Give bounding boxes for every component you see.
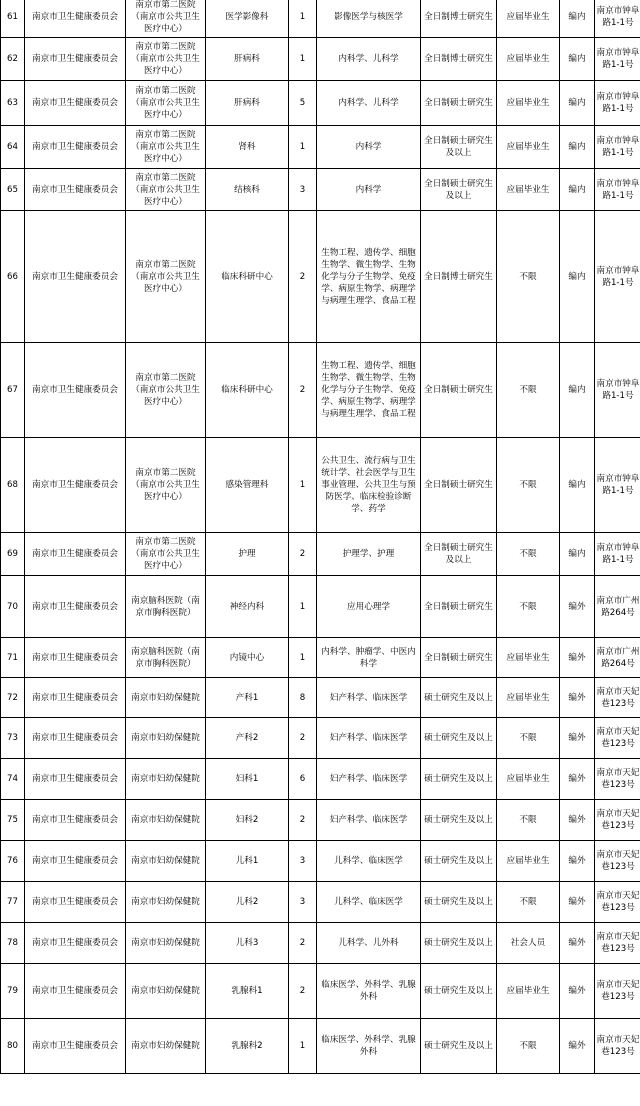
department-cell: 南京市卫生健康委员会 — [25, 0, 126, 38]
position-cell: 护理 — [206, 533, 289, 576]
address-cell: 南京市天妃巷123号 — [595, 841, 640, 882]
table-row — [1, 533, 640, 576]
major-cell: 儿科学、临床医学 — [317, 841, 421, 882]
row-number-cell: 78 — [1, 923, 25, 964]
education-cell: 全日制硕士研究生 — [421, 81, 497, 126]
address-cell: 南京市钟阜路1-1号 — [595, 38, 640, 81]
table-row — [1, 638, 640, 678]
table-row — [1, 343, 640, 438]
employer-cell: 南京市第二医院（南京市公共卫生医疗中心） — [126, 81, 206, 126]
major-cell: 应用心理学 — [317, 576, 421, 638]
department-cell: 南京市卫生健康委员会 — [25, 343, 126, 438]
department-cell: 南京市卫生健康委员会 — [25, 882, 126, 923]
position-cell: 神经内科 — [206, 576, 289, 638]
employer-cell: 南京市妇幼保健院 — [126, 964, 206, 1019]
employer-cell: 南京市妇幼保健院 — [126, 923, 206, 964]
education-cell: 全日制硕士研究生 — [421, 438, 497, 533]
department-cell: 南京市卫生健康委员会 — [25, 841, 126, 882]
department-cell: 南京市卫生健康委员会 — [25, 638, 126, 678]
target-group-cell: 社会人员 — [497, 923, 560, 964]
row-number-cell: 62 — [1, 38, 25, 81]
target-group-cell: 不限 — [497, 343, 560, 438]
address-cell: 南京市天妃巷123号 — [595, 678, 640, 718]
headcount-cell: 1 — [289, 1019, 317, 1074]
address-cell: 南京市钟阜路1-1号 — [595, 126, 640, 169]
major-cell: 内科学、肿瘤学、中医内科学 — [317, 638, 421, 678]
target-group-cell: 应届毕业生 — [497, 0, 560, 38]
department-cell: 南京市卫生健康委员会 — [25, 438, 126, 533]
department-cell: 南京市卫生健康委员会 — [25, 964, 126, 1019]
staffing-type-cell: 编外 — [560, 964, 595, 1019]
education-cell: 全日制博士研究生 — [421, 0, 497, 38]
table-row — [1, 800, 640, 841]
staffing-type-cell: 编内 — [560, 211, 595, 343]
position-cell: 结核科 — [206, 169, 289, 211]
headcount-cell: 3 — [289, 169, 317, 211]
staffing-type-cell: 编外 — [560, 759, 595, 800]
row-number-cell: 64 — [1, 126, 25, 169]
table-row — [1, 126, 640, 169]
position-cell: 肾科 — [206, 126, 289, 169]
department-cell: 南京市卫生健康委员会 — [25, 169, 126, 211]
table-row — [1, 718, 640, 759]
education-cell: 硕士研究生及以上 — [421, 964, 497, 1019]
staffing-type-cell: 编内 — [560, 438, 595, 533]
address-cell: 南京市钟阜路1-1号 — [595, 343, 640, 438]
table-row — [1, 964, 640, 1019]
department-cell: 南京市卫生健康委员会 — [25, 126, 126, 169]
headcount-cell: 2 — [289, 800, 317, 841]
major-cell: 生物工程、遗传学、细胞生物学、微生物学、生物化学与分子生物学、免疫学、病原生物学、病理学与病理生理学、食品工程 — [317, 211, 421, 343]
table-row — [1, 759, 640, 800]
major-cell: 护理学、护理 — [317, 533, 421, 576]
position-cell: 感染管理科 — [206, 438, 289, 533]
major-cell: 临床医学、外科学、乳腺外科 — [317, 964, 421, 1019]
address-cell: 南京市天妃巷123号 — [595, 759, 640, 800]
headcount-cell: 1 — [289, 0, 317, 38]
table-row — [1, 211, 640, 343]
position-cell: 产科1 — [206, 678, 289, 718]
major-cell: 内科学 — [317, 169, 421, 211]
target-group-cell: 应届毕业生 — [497, 964, 560, 1019]
department-cell: 南京市卫生健康委员会 — [25, 211, 126, 343]
staffing-type-cell: 编外 — [560, 841, 595, 882]
major-cell: 妇产科学、临床医学 — [317, 759, 421, 800]
target-group-cell: 不限 — [497, 882, 560, 923]
row-number-cell: 73 — [1, 718, 25, 759]
staffing-type-cell: 编外 — [560, 923, 595, 964]
address-cell: 南京市钟阜路1-1号 — [595, 438, 640, 533]
headcount-cell: 8 — [289, 678, 317, 718]
position-cell: 乳腺科1 — [206, 964, 289, 1019]
headcount-cell: 5 — [289, 81, 317, 126]
employer-cell: 南京市第二医院（南京市公共卫生医疗中心） — [126, 438, 206, 533]
education-cell: 全日制硕士研究生及以上 — [421, 126, 497, 169]
department-cell: 南京市卫生健康委员会 — [25, 38, 126, 81]
employer-cell: 南京市妇幼保健院 — [126, 678, 206, 718]
education-cell: 全日制博士研究生 — [421, 211, 497, 343]
department-cell: 南京市卫生健康委员会 — [25, 533, 126, 576]
department-cell: 南京市卫生健康委员会 — [25, 759, 126, 800]
headcount-cell: 3 — [289, 841, 317, 882]
target-group-cell: 应届毕业生 — [497, 38, 560, 81]
department-cell: 南京市卫生健康委员会 — [25, 576, 126, 638]
employer-cell: 南京市第二医院（南京市公共卫生医疗中心） — [126, 169, 206, 211]
headcount-cell: 1 — [289, 38, 317, 81]
position-cell: 内镜中心 — [206, 638, 289, 678]
table-row — [1, 678, 640, 718]
employer-cell: 南京市第二医院（南京市公共卫生医疗中心） — [126, 343, 206, 438]
education-cell: 硕士研究生及以上 — [421, 759, 497, 800]
address-cell: 南京市天妃巷123号 — [595, 1019, 640, 1074]
major-cell: 妇产科学、临床医学 — [317, 678, 421, 718]
row-number-cell: 70 — [1, 576, 25, 638]
major-cell: 影像医学与核医学 — [317, 0, 421, 38]
major-cell: 儿科学、儿外科 — [317, 923, 421, 964]
position-cell: 乳腺科2 — [206, 1019, 289, 1074]
target-group-cell: 不限 — [497, 800, 560, 841]
employer-cell: 南京市第二医院（南京市公共卫生医疗中心） — [126, 533, 206, 576]
employer-cell: 南京市第二医院（南京市公共卫生医疗中心） — [126, 126, 206, 169]
row-number-cell: 72 — [1, 678, 25, 718]
target-group-cell: 不限 — [497, 718, 560, 759]
education-cell: 全日制硕士研究生 — [421, 343, 497, 438]
position-cell: 肝病科 — [206, 38, 289, 81]
staffing-type-cell: 编内 — [560, 169, 595, 211]
staffing-type-cell: 编外 — [560, 882, 595, 923]
row-number-cell: 66 — [1, 211, 25, 343]
staffing-type-cell: 编外 — [560, 638, 595, 678]
row-number-cell: 69 — [1, 533, 25, 576]
table-row — [1, 438, 640, 533]
major-cell: 儿科学、临床医学 — [317, 882, 421, 923]
staffing-type-cell: 编外 — [560, 800, 595, 841]
target-group-cell: 应届毕业生 — [497, 841, 560, 882]
row-number-cell: 71 — [1, 638, 25, 678]
target-group-cell: 应届毕业生 — [497, 638, 560, 678]
headcount-cell: 2 — [289, 533, 317, 576]
department-cell: 南京市卫生健康委员会 — [25, 923, 126, 964]
address-cell: 南京市钟阜路1-1号 — [595, 211, 640, 343]
major-cell: 内科学 — [317, 126, 421, 169]
address-cell: 南京市钟阜路1-1号 — [595, 169, 640, 211]
department-cell: 南京市卫生健康委员会 — [25, 800, 126, 841]
row-number-cell: 74 — [1, 759, 25, 800]
headcount-cell: 6 — [289, 759, 317, 800]
education-cell: 硕士研究生及以上 — [421, 882, 497, 923]
table-row — [1, 1019, 640, 1074]
employer-cell: 南京脑科医院（南京市胸科医院） — [126, 576, 206, 638]
major-cell: 公共卫生、流行病与卫生统计学、社会医学与卫生事业管理、公共卫生与预防医学、临床检验诊断学、药学 — [317, 438, 421, 533]
major-cell: 内科学、儿科学 — [317, 81, 421, 126]
staffing-type-cell: 编内 — [560, 533, 595, 576]
address-cell: 南京市钟阜路1-1号 — [595, 0, 640, 38]
address-cell: 南京市广州路264号 — [595, 638, 640, 678]
headcount-cell: 1 — [289, 576, 317, 638]
staffing-type-cell: 编外 — [560, 1019, 595, 1074]
employer-cell: 南京脑科医院（南京市胸科医院） — [126, 638, 206, 678]
education-cell: 全日制硕士研究生 — [421, 576, 497, 638]
headcount-cell: 2 — [289, 718, 317, 759]
education-cell: 全日制硕士研究生及以上 — [421, 533, 497, 576]
row-number-cell: 75 — [1, 800, 25, 841]
row-number-cell: 63 — [1, 81, 25, 126]
position-cell: 医学影像科 — [206, 0, 289, 38]
staffing-type-cell: 编外 — [560, 678, 595, 718]
address-cell: 南京市天妃巷123号 — [595, 718, 640, 759]
table-row — [1, 38, 640, 81]
headcount-cell: 3 — [289, 882, 317, 923]
target-group-cell: 不限 — [497, 576, 560, 638]
major-cell: 妇产科学、临床医学 — [317, 718, 421, 759]
address-cell: 南京市钟阜路1-1号 — [595, 533, 640, 576]
headcount-cell: 2 — [289, 923, 317, 964]
address-cell: 南京市天妃巷123号 — [595, 964, 640, 1019]
employer-cell: 南京市妇幼保健院 — [126, 841, 206, 882]
headcount-cell: 2 — [289, 964, 317, 1019]
table-row — [1, 81, 640, 126]
table-row — [1, 576, 640, 638]
headcount-cell: 2 — [289, 211, 317, 343]
row-number-cell: 67 — [1, 343, 25, 438]
address-cell: 南京市钟阜路1-1号 — [595, 81, 640, 126]
employer-cell: 南京市第二医院（南京市公共卫生医疗中心） — [126, 38, 206, 81]
target-group-cell: 不限 — [497, 533, 560, 576]
address-cell: 南京市广州路264号 — [595, 576, 640, 638]
position-cell: 临床科研中心 — [206, 211, 289, 343]
table-row — [1, 0, 640, 38]
employer-cell: 南京市妇幼保健院 — [126, 1019, 206, 1074]
target-group-cell: 应届毕业生 — [497, 81, 560, 126]
position-cell: 儿科2 — [206, 882, 289, 923]
row-number-cell: 77 — [1, 882, 25, 923]
education-cell: 硕士研究生及以上 — [421, 1019, 497, 1074]
target-group-cell: 不限 — [497, 438, 560, 533]
target-group-cell: 应届毕业生 — [497, 126, 560, 169]
table-row — [1, 841, 640, 882]
row-number-cell: 80 — [1, 1019, 25, 1074]
address-cell: 南京市天妃巷123号 — [595, 882, 640, 923]
employer-cell: 南京市妇幼保健院 — [126, 718, 206, 759]
position-cell: 儿科1 — [206, 841, 289, 882]
major-cell: 临床医学、外科学、乳腺外科 — [317, 1019, 421, 1074]
major-cell: 生物工程、遗传学、细胞生物学、微生物学、生物化学与分子生物学、免疫学、病原生物学、病理学与病理生理学、食品工程 — [317, 343, 421, 438]
table-row — [1, 882, 640, 923]
address-cell: 南京市天妃巷123号 — [595, 800, 640, 841]
address-cell: 南京市天妃巷123号 — [595, 923, 640, 964]
table-body — [1, 0, 640, 1074]
row-number-cell: 79 — [1, 964, 25, 1019]
staffing-type-cell: 编外 — [560, 718, 595, 759]
position-cell: 产科2 — [206, 718, 289, 759]
position-cell: 妇科1 — [206, 759, 289, 800]
target-group-cell: 应届毕业生 — [497, 169, 560, 211]
headcount-cell: 1 — [289, 438, 317, 533]
staffing-type-cell: 编内 — [560, 126, 595, 169]
staffing-type-cell: 编内 — [560, 81, 595, 126]
employer-cell: 南京市第二医院（南京市公共卫生医疗中心） — [126, 0, 206, 38]
headcount-cell: 1 — [289, 126, 317, 169]
target-group-cell: 应届毕业生 — [497, 759, 560, 800]
education-cell: 全日制硕士研究生 — [421, 638, 497, 678]
table-row — [1, 169, 640, 211]
target-group-cell: 不限 — [497, 211, 560, 343]
row-number-cell: 76 — [1, 841, 25, 882]
department-cell: 南京市卫生健康委员会 — [25, 81, 126, 126]
position-cell: 妇科2 — [206, 800, 289, 841]
headcount-cell: 1 — [289, 638, 317, 678]
department-cell: 南京市卫生健康委员会 — [25, 678, 126, 718]
department-cell: 南京市卫生健康委员会 — [25, 718, 126, 759]
employer-cell: 南京市妇幼保健院 — [126, 759, 206, 800]
employer-cell: 南京市妇幼保健院 — [126, 800, 206, 841]
target-group-cell: 不限 — [497, 1019, 560, 1074]
major-cell: 内科学、儿科学 — [317, 38, 421, 81]
staffing-type-cell: 编内 — [560, 343, 595, 438]
headcount-cell: 2 — [289, 343, 317, 438]
education-cell: 硕士研究生及以上 — [421, 841, 497, 882]
table-row — [1, 923, 640, 964]
staffing-type-cell: 编内 — [560, 38, 595, 81]
staffing-type-cell: 编外 — [560, 576, 595, 638]
education-cell: 全日制硕士研究生及以上 — [421, 169, 497, 211]
row-number-cell: 65 — [1, 169, 25, 211]
education-cell: 硕士研究生及以上 — [421, 718, 497, 759]
education-cell: 硕士研究生及以上 — [421, 800, 497, 841]
position-cell: 临床科研中心 — [206, 343, 289, 438]
row-number-cell: 61 — [1, 0, 25, 38]
education-cell: 硕士研究生及以上 — [421, 923, 497, 964]
target-group-cell: 应届毕业生 — [497, 678, 560, 718]
employer-cell: 南京市妇幼保健院 — [126, 882, 206, 923]
education-cell: 硕士研究生及以上 — [421, 678, 497, 718]
department-cell: 南京市卫生健康委员会 — [25, 1019, 126, 1074]
education-cell: 全日制博士研究生 — [421, 38, 497, 81]
position-cell: 儿科3 — [206, 923, 289, 964]
employer-cell: 南京市第二医院（南京市公共卫生医疗中心） — [126, 211, 206, 343]
position-cell: 肝病科 — [206, 81, 289, 126]
staffing-type-cell: 编内 — [560, 0, 595, 38]
major-cell: 妇产科学、临床医学 — [317, 800, 421, 841]
row-number-cell: 68 — [1, 438, 25, 533]
